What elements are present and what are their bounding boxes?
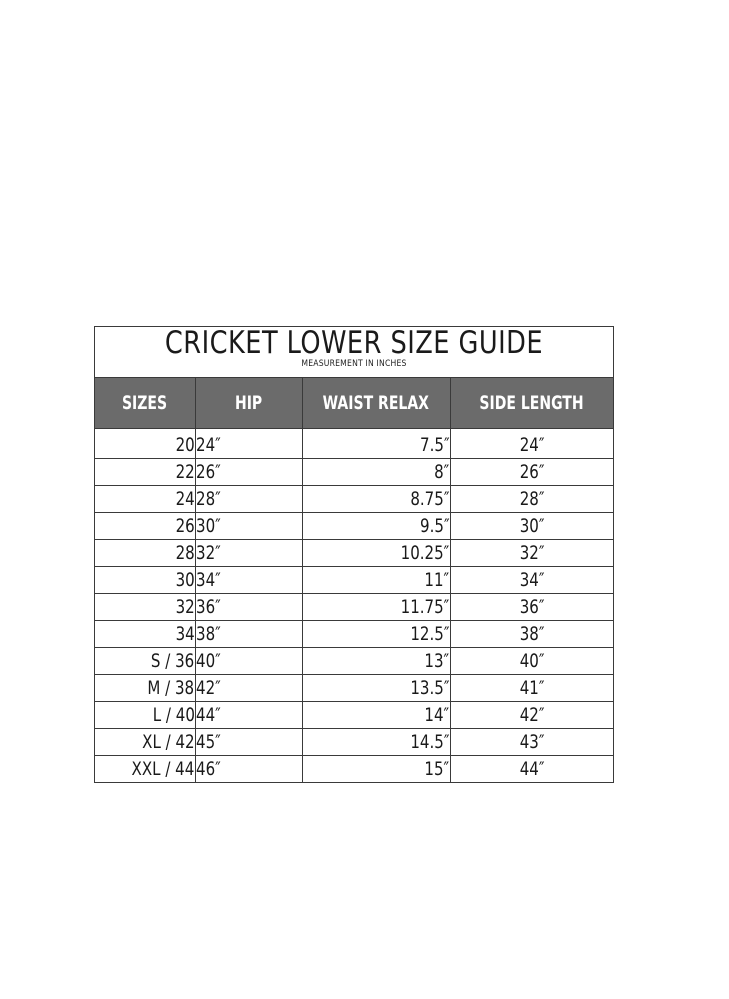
cell-waist-relax: 8.75″ [302, 486, 450, 513]
cell-size: XXL / 44 [131, 758, 195, 780]
header-side-length: SIDE LENGTH [450, 378, 613, 429]
header-hip: HIP [195, 378, 302, 429]
cell-side-length: 24″ [450, 432, 613, 459]
cell-side-length: 30″ [450, 513, 613, 540]
table-row [95, 729, 613, 756]
cell-size: 32 [95, 594, 195, 621]
cell-side-length: 40″ [450, 648, 613, 675]
table-row [95, 621, 613, 648]
cell-hip: 28″ [195, 486, 302, 513]
table-row [95, 486, 613, 513]
table-row [95, 459, 613, 486]
cell-side-length: 42″ [450, 702, 613, 729]
cell-size: 22 [95, 459, 195, 486]
page-title: CRICKET LOWER SIZE GUIDE [164, 325, 544, 361]
table-row [95, 567, 613, 594]
cell-hip: 46″ [195, 756, 302, 783]
cell-size: 34 [95, 621, 195, 648]
cell-size: L / 40 [95, 702, 195, 729]
cell-side-length: 44″ [450, 756, 613, 783]
table-row [95, 513, 613, 540]
cell-hip: 38″ [195, 621, 302, 648]
table-row [95, 432, 613, 459]
cell-waist-relax: 13.5″ [302, 675, 450, 702]
cell-waist-relax: 12.5″ [302, 621, 450, 648]
cell-hip: 34″ [195, 567, 302, 594]
cell-waist-relax: 13″ [302, 648, 450, 675]
header-waist-relax: WAIST RELAX [302, 378, 450, 429]
cell-hip: 24″ [195, 432, 302, 459]
cell-size: XL / 42 [95, 729, 195, 756]
cell-waist-relax: 9.5″ [302, 513, 450, 540]
cell-hip: 36″ [195, 594, 302, 621]
cell-size: 24 [95, 486, 195, 513]
cell-side-length: 26″ [450, 459, 613, 486]
cell-side-length: 32″ [450, 540, 613, 567]
cell-hip: 32″ [195, 540, 302, 567]
size-guide-table [94, 326, 614, 783]
cell-hip: 30″ [195, 513, 302, 540]
cell-waist-relax: 15″ [302, 756, 450, 783]
table-row [95, 594, 613, 621]
cell-hip: 40″ [195, 648, 302, 675]
cell-size: 30 [95, 567, 195, 594]
table-row [95, 675, 613, 702]
cell-side-length: 36″ [450, 594, 613, 621]
cell-waist-relax: 11″ [302, 567, 450, 594]
title-block [95, 327, 613, 378]
cell-waist-relax: 14.5″ [302, 729, 450, 756]
cell-side-length: 38″ [450, 621, 613, 648]
cell-size: 26 [95, 513, 195, 540]
table-row [95, 702, 613, 729]
cell-waist-relax: 8″ [302, 459, 450, 486]
cell-size: M / 38 [95, 675, 195, 702]
cell-side-length: 34″ [450, 567, 613, 594]
cell-size: 28 [95, 540, 195, 567]
cell-side-length: 43″ [450, 729, 613, 756]
table-row [95, 756, 613, 783]
cell-hip: 44″ [195, 702, 302, 729]
cell-size: 20 [95, 432, 195, 459]
measurement-note: MEASUREMENT IN INCHES [301, 359, 407, 369]
header-row [95, 378, 613, 429]
cell-waist-relax: 11.75″ [302, 594, 450, 621]
cell-hip: 42″ [195, 675, 302, 702]
cell-hip: 26″ [195, 459, 302, 486]
cell-hip: 45″ [195, 729, 302, 756]
table-row [95, 648, 613, 675]
cell-size: S / 36 [95, 648, 195, 675]
table-row [95, 540, 613, 567]
cell-waist-relax: 7.5″ [302, 432, 450, 459]
cell-waist-relax: 10.25″ [302, 540, 450, 567]
cell-side-length: 28″ [450, 486, 613, 513]
size-table [95, 378, 613, 782]
cell-waist-relax: 14″ [302, 702, 450, 729]
cell-side-length: 41″ [450, 675, 613, 702]
header-sizes: SIZES [95, 378, 195, 429]
